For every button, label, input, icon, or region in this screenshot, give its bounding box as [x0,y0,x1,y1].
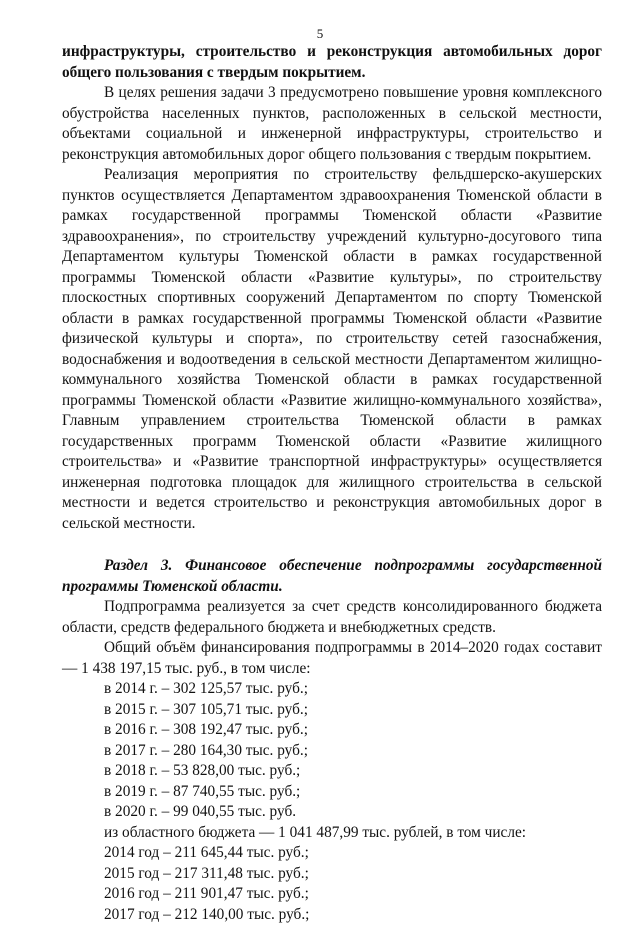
paragraph-continuation: инфраструктуры, строительство и реконструкция автомобильных дорог общего пользования с твердым покрытием. [62,42,602,83]
list-item: 2014 год – 211 645,44 тыс. руб.; [104,843,602,864]
paragraph-task3: В целях решения задачи 3 предусмотрено повышение уровня комплексного обустройства населенных пунктов, расположенных в сельской местности, объектами социальной и инженерной инфраструктуры, строительство и реконструкция автомобильных дорог общего пользования с твердым покрытием. [62,83,602,165]
paragraph-total-funding: Общий объём финансирования подпрограммы в 2014–2020 годах составит — 1 438 197,15 тыс. руб., в том числе: [62,638,602,679]
document-body [62,42,602,925]
list-item: в 2014 г. – 302 125,57 тыс. руб.; [104,679,602,700]
list-item: в 2020 г. – 99 040,55 тыс. руб. [104,802,602,823]
section-heading: Раздел 3. Финансовое обеспечение подпрограммы государственной программы Тюменской области. [62,556,602,597]
list-item: 2015 год – 217 311,48 тыс. руб.; [104,864,602,885]
list-item: в 2019 г. – 87 740,55 тыс. руб.; [104,782,602,803]
list-item: в 2017 г. – 280 164,30 тыс. руб.; [104,741,602,762]
list-item: 2016 год – 211 901,47 тыс. руб.; [104,884,602,905]
regional-budget-intro: из областного бюджета — 1 041 487,99 тыс. рублей, в том числе: [104,823,602,844]
list-item: 2017 год – 212 140,00 тыс. руб.; [104,905,602,925]
paragraph-funding-sources: Подпрограмма реализуется за счет средств консолидированного бюджета области, средств федерального бюджета и внебюджетных средств. [62,597,602,638]
page-number: 5 [0,26,640,42]
list-item: в 2015 г. – 307 105,71 тыс. руб.; [104,700,602,721]
total-by-year-list [62,679,602,925]
list-item: в 2016 г. – 308 192,47 тыс. руб.; [104,720,602,741]
list-item: в 2018 г. – 53 828,00 тыс. руб.; [104,761,602,782]
paragraph-implementation: Реализация мероприятия по строительству фельдшерско-акушерских пунктов осуществляется Департаментом здравоохранения Тюменской области в рамках государственной программы Тюменской области «Развитие здравоохранения», по строительству учреждений культурно-досугового типа Департаментом культуры Тюменской области в рамках государственной программы Тюменской области «Развитие культуры», по строительству плоскостных спортивных сооружений Департаментом по спорту Тюменской области в рамках государственной программы Тюменской области «Развитие физической культуры и спорта», по строительству сетей газоснабжения, водоснабжения и водоотведения в сельской местности Департаментом жилищно-коммунального хозяйства Тюменской области в рамках государственной программы Тюменской области «Развитие жилищно-коммунального хозяйства», Главным управлением строительства Тюменской области в рамках государственных программ Тюменской области «Развитие жилищного строительства» и «Развитие транспортной инфраструктуры» осуществляется инженерная подготовка площадок для жилищного строительства в сельской местности и ведется строительство и реконструкция автомобильных дорог в сельской местности. [62,165,602,534]
